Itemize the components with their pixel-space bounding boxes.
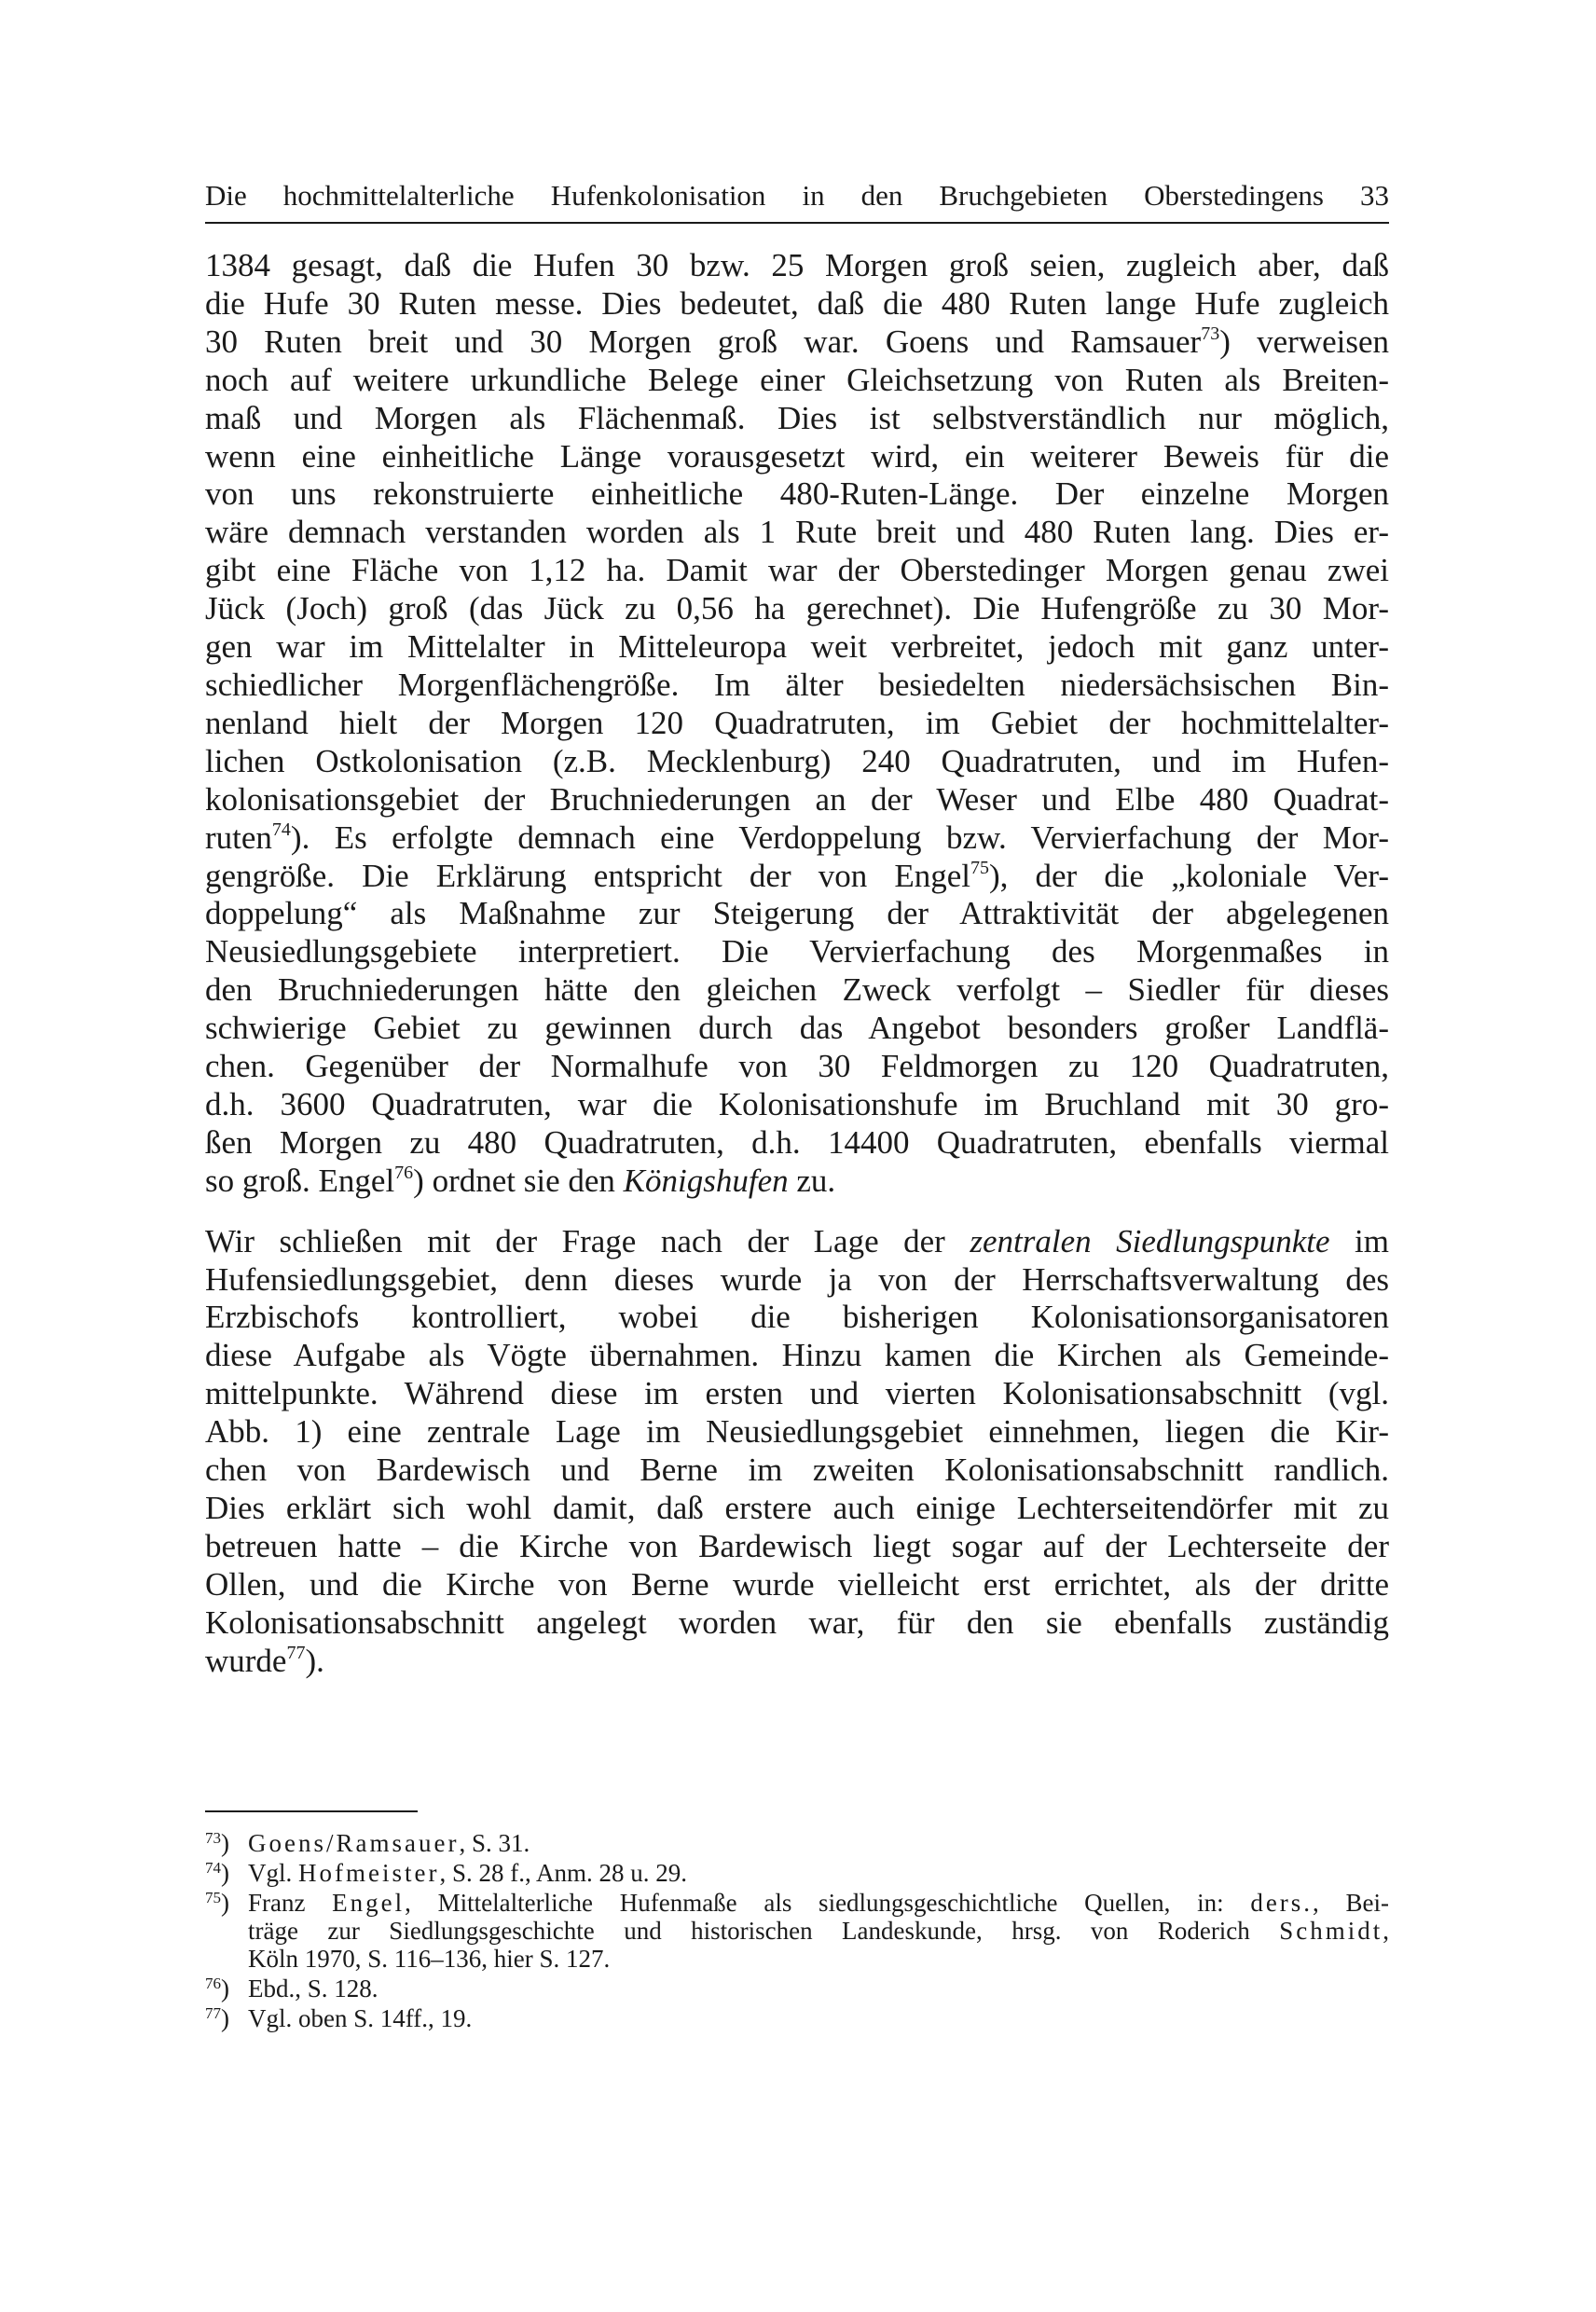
text-line: chen von Bardewisch und Berne im zweiten Kolonisationsabschnitt randlich. [205, 1452, 1389, 1489]
text-segment: ) ordnet sie den [413, 1162, 624, 1199]
text-line: schiedlicher Morgenflächengröße. Im älter besiedelten niedersächsischen Bin- [205, 666, 1389, 703]
text-line: noch auf weitere urkundliche Belege einer Gleichsetzung von Ruten als Breiten- [205, 361, 1389, 398]
footnote-number: $^{75}$) [205, 1889, 229, 1917]
text-segment: ). [305, 1642, 324, 1679]
text-line: den Bruchniederungen hätte den gleichen Zweck verfolgt – Siedler für dieses [205, 971, 1389, 1009]
header-rule [205, 222, 1389, 224]
text-line: diese Aufgabe als Vögte übernahmen. Hinzu kamen die Kirchen als Gemeinde- [205, 1337, 1389, 1374]
text-line: Hufensiedlungsgebiet, denn dieses wurde ja von der Herrschaftsverwaltung des [205, 1260, 1389, 1298]
text-segment: zu. [788, 1162, 836, 1199]
footnote [205, 1889, 1389, 1973]
footnote-number: $^{76}$) [205, 1975, 229, 2002]
emphasis-term: zentralen Siedlungspunkte [970, 1222, 1330, 1259]
text-line: doppelung“ als Maßnahme zur Steigerung der Attraktivität der abgelegenen [205, 895, 1389, 932]
text-line [205, 323, 1389, 362]
text-line [205, 1163, 1389, 1201]
text-line [205, 1643, 1389, 1681]
footnote-number: $^{77}$) [205, 2004, 229, 2032]
text-line: maß und Morgen als Flächenmaß. Dies ist selbstverständlich nur möglich, [205, 399, 1389, 436]
footnote-ref: 76 [394, 1162, 414, 1183]
text-segment: gengröße. Die Erklärung entspricht der von Engel [205, 857, 970, 894]
author-name: Hofmeister [298, 1859, 440, 1887]
text-segment: so groß. Engel [205, 1162, 395, 1199]
text-segment: 30 Ruten breit und 30 Morgen groß war. Goens und Ramsauer [205, 323, 1202, 360]
footnote-text: Goens/Ramsauer, S. 31. [248, 1829, 530, 1857]
text-line: gibt eine Fläche von 1,12 ha. Damit war der Oberstedinger Morgen genau zwei [205, 552, 1389, 589]
footnote-text: Vgl. oben S. 14ff., 19. [248, 2004, 473, 2032]
footnotes [205, 1829, 1389, 2034]
text-line: die Hufe 30 Ruten messe. Dies bedeutet, daß die 480 Ruten lange Hufe zugleich [205, 284, 1389, 322]
text-line: Dies erklärt sich wohl damit, daß erstere auch einige Lechterseitendörfer mit zu [205, 1490, 1389, 1526]
main-text [205, 247, 1389, 1681]
text-line [205, 819, 1389, 858]
text-line: wäre demnach verstanden worden als 1 Rute breit und 480 Ruten lang. Dies er- [205, 514, 1389, 551]
text-line: d.h. 3600 Quadratruten, war die Kolonisationshufe im Bruchland mit 30 gro- [205, 1085, 1389, 1122]
text-line: betreuen hatte – die Kirche von Bardewisch liegt sogar auf der Lechterseite der [205, 1527, 1389, 1564]
footnote-text: Ebd., S. 128. [248, 1975, 378, 2002]
footnote-line: Franz Engel, Mittelalterliche Hufenmaße als siedlungsgeschichtliche Quellen, in: ders., Bei- [248, 1889, 1389, 1917]
text-line [205, 858, 1389, 896]
text-line: lichen Ostkolonisation (z.B. Mecklenburg) 240 Quadratruten, und im Hufen- [205, 742, 1389, 779]
text-line: schwierige Gebiet zu gewinnen durch das Angebot besonders großer Landflä- [205, 1010, 1389, 1047]
text-line: Jück (Joch) groß (das Jück zu 0,56 ha gerechnet). Die Hufengröße zu 30 Mor- [205, 590, 1389, 627]
text-line: gen war im Mittelalter in Mitteleuropa weit verbreitet, jedoch mit ganz unter- [205, 628, 1389, 666]
text-line: nenland hielt der Morgen 120 Quadratruten, im Gebiet der hochmittelalter- [205, 704, 1389, 741]
text-line: von uns rekonstruierte einheitliche 480-Ruten-Länge. Der einzelne Morgen [205, 475, 1389, 513]
text-segment: ), der die „koloniale Ver- [989, 857, 1389, 894]
text-line: mittelpunkte. Während diese im ersten und vierten Kolonisationsabschnitt (vgl. [205, 1375, 1389, 1412]
text-segment: ) verweisen [1219, 323, 1389, 360]
paragraph-2 [205, 1223, 1389, 1681]
text-segment: im [1329, 1222, 1390, 1259]
footnote-rule [205, 1810, 418, 1812]
text-segment: ruten [205, 819, 272, 856]
text-line [205, 1223, 1389, 1261]
emphasis-term: Königshufen [623, 1162, 789, 1199]
footnote-ref: 73 [1201, 323, 1220, 344]
text-line: 1384 gesagt, daß die Hufen 30 bzw. 25 Morgen groß seien, zugleich aber, daß [205, 247, 1389, 283]
footnote-text: Vgl. Hofmeister, S. 28 f., Anm. 28 u. 29. [248, 1859, 687, 1887]
footnote-text [248, 1889, 1389, 1973]
text-line: Erzbischofs kontrolliert, wobei die bisherigen Kolonisationsorganisatoren [205, 1299, 1389, 1336]
text-line: wenn eine einheitliche Länge vorausgesetzt wird, ein weiterer Beweis für die [205, 437, 1389, 475]
text-segment: Wir schließen mit der Frage nach der Lage der [205, 1222, 970, 1259]
running-header: Die hochmittelalterliche Hufenkolonisation in den Bruchgebieten Oberstedingens 33 [205, 179, 1389, 212]
footnote-line: Köln 1970, S. 116–136, hier S. 127. [248, 1945, 611, 1973]
footnote-ref: 75 [970, 857, 989, 878]
author-name: Engel [332, 1889, 406, 1917]
footnote-number: $^{73}$) [205, 1829, 229, 1857]
footnote [205, 2004, 1389, 2032]
footnote-line: träge zur Siedlungsgeschichte und historischen Landeskunde, hrsg. von Roderich Schmidt, [248, 1917, 1389, 1945]
footnote [205, 1975, 1389, 2002]
text-line: Neusiedlungsgebiete interpretiert. Die Vervierfachung des Morgenmaßes in [205, 933, 1389, 970]
text-segment: wurde [205, 1642, 287, 1679]
text-line: ßen Morgen zu 480 Quadratruten, d.h. 14400 Quadratruten, ebenfalls viermal [205, 1123, 1389, 1161]
footnote-ref: 77 [286, 1642, 306, 1663]
text-line: Kolonisationsabschnitt angelegt worden war, für den sie ebenfalls zuständig [205, 1603, 1389, 1641]
text-line: Abb. 1) eine zentrale Lage im Neusiedlungsgebiet einnehmen, liegen die Kir- [205, 1413, 1389, 1451]
author-name: Schmidt [1279, 1917, 1383, 1945]
footnote [205, 1859, 1389, 1887]
footnote-ref: 74 [271, 819, 291, 840]
paragraph-1 [205, 247, 1389, 1201]
author-name: Goens/Ramsauer [248, 1829, 460, 1857]
footnote [205, 1829, 1389, 1857]
text-line: chen. Gegenüber der Normalhufe von 30 Feldmorgen zu 120 Quadratruten, [205, 1048, 1389, 1085]
text-line: Ollen, und die Kirche von Berne wurde vielleicht erst errichtet, als der dritte [205, 1565, 1389, 1603]
text-segment: ). Es erfolgte demnach eine Verdoppelung bzw. Vervierfachung der Mor- [290, 819, 1389, 856]
footnote-number: $^{74}$) [205, 1859, 229, 1887]
text-line: kolonisationsgebiet der Bruchniederungen an der Weser und Elbe 480 Quadrat- [205, 780, 1389, 818]
